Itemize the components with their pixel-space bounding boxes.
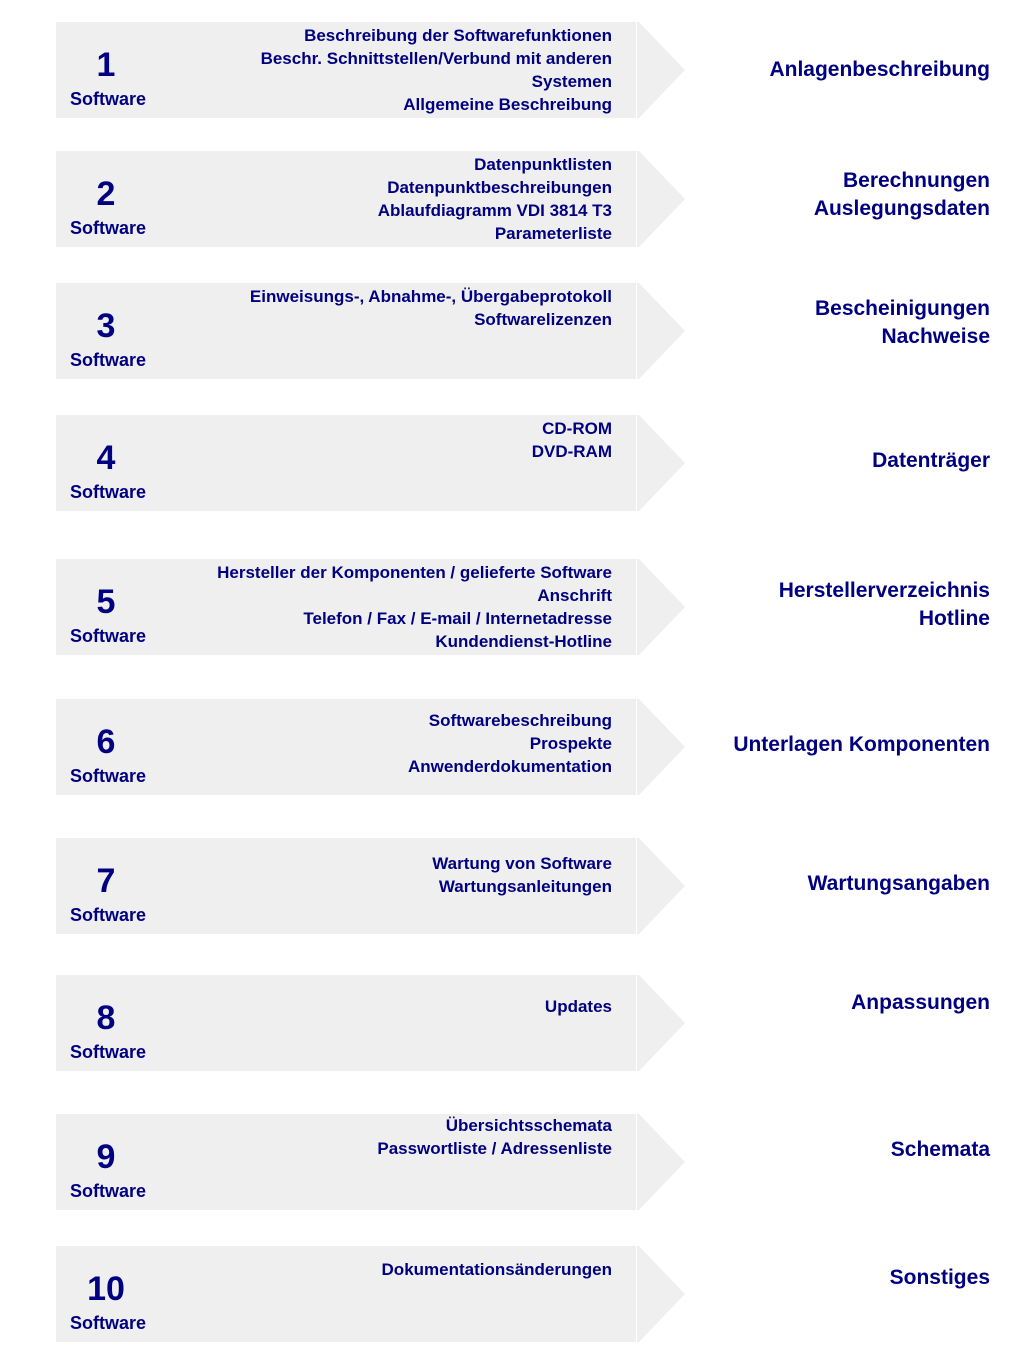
section-item: Kundendienst-Hotline xyxy=(435,632,612,651)
section-category xyxy=(670,989,990,1017)
section-category xyxy=(670,295,990,351)
section-row-3 xyxy=(0,283,1024,379)
section-category xyxy=(670,731,990,759)
section-number: 6 xyxy=(96,723,116,761)
section-label: Software xyxy=(69,482,147,502)
category-line: Anlagenbeschreibung xyxy=(769,58,990,81)
section-row-1 xyxy=(0,22,1024,118)
section-item: Softwarebeschreibung xyxy=(428,711,612,730)
section-item: Datenpunktbeschreibungen xyxy=(387,178,612,197)
section-category xyxy=(670,167,990,223)
section-items xyxy=(142,285,612,331)
section-category xyxy=(670,1136,990,1164)
chevron-arrow-icon xyxy=(637,1246,685,1342)
section-item: Übersichtsschemata xyxy=(445,1116,612,1135)
section-item: Anschrift xyxy=(537,586,612,605)
section-item: Beschr. Schnittstellen/Verbund mit anderen xyxy=(260,49,612,68)
section-item: CD-ROM xyxy=(542,419,612,438)
category-line: Schemata xyxy=(890,1138,990,1161)
section-items xyxy=(142,995,612,1018)
category-line: Hotline xyxy=(918,607,990,630)
section-item: Systemen xyxy=(531,72,612,91)
category-line: Sonstiges xyxy=(889,1266,990,1289)
section-item: Parameterliste xyxy=(494,224,612,243)
section-category xyxy=(670,447,990,475)
section-items xyxy=(142,1114,612,1160)
section-number: 3 xyxy=(96,307,116,345)
section-item: Anwenderdokumentation xyxy=(407,757,612,776)
section-row-2 xyxy=(0,151,1024,247)
category-line: Datenträger xyxy=(872,449,990,472)
section-item: Telefon / Fax / E-mail / Internetadresse xyxy=(303,609,612,628)
section-item: Updates xyxy=(544,997,612,1016)
section-label: Software xyxy=(69,1181,147,1201)
category-line: Berechnungen xyxy=(842,169,990,192)
section-row-8 xyxy=(0,975,1024,1071)
section-number: 5 xyxy=(96,583,116,621)
section-category xyxy=(670,577,990,633)
section-row-5 xyxy=(0,559,1024,655)
section-label: Software xyxy=(69,1042,147,1062)
category-line: Auslegungsdaten xyxy=(813,197,990,220)
section-row-4 xyxy=(0,415,1024,511)
section-label: Software xyxy=(69,766,147,786)
section-category xyxy=(670,56,990,84)
section-number: 7 xyxy=(96,862,116,900)
section-items xyxy=(142,561,612,653)
section-row-7 xyxy=(0,838,1024,934)
section-items xyxy=(142,153,612,245)
section-items xyxy=(142,709,612,778)
category-line: Nachweise xyxy=(881,325,990,348)
section-row-6 xyxy=(0,699,1024,795)
section-label: Software xyxy=(69,218,147,238)
section-item: Datenpunktlisten xyxy=(474,155,612,174)
category-line: Anpassungen xyxy=(851,991,990,1014)
section-row-10 xyxy=(0,1246,1024,1342)
section-number: 1 xyxy=(96,46,116,84)
section-item: Wartungsanleitungen xyxy=(438,877,612,896)
section-category xyxy=(670,870,990,898)
section-items xyxy=(142,1258,612,1281)
section-item: Allgemeine Beschreibung xyxy=(403,95,612,114)
section-item: Softwarelizenzen xyxy=(474,310,612,329)
section-number: 2 xyxy=(96,175,116,213)
section-label: Software xyxy=(69,626,147,646)
section-label: Software xyxy=(69,89,147,109)
section-item: Einweisungs-, Abnahme-, Übergabeprotokoll xyxy=(249,287,612,306)
section-label: Software xyxy=(69,1313,147,1333)
section-number: 8 xyxy=(96,999,116,1037)
section-items xyxy=(142,852,612,898)
section-item: DVD-RAM xyxy=(531,442,612,461)
section-number: 10 xyxy=(87,1270,125,1308)
section-number: 4 xyxy=(96,439,116,477)
section-number: 9 xyxy=(96,1138,116,1176)
section-label: Software xyxy=(69,905,147,925)
section-item: Wartung von Software xyxy=(432,854,612,873)
section-items xyxy=(142,417,612,463)
category-line: Wartungsangaben xyxy=(807,872,990,895)
category-line: Unterlagen Komponenten xyxy=(733,733,990,756)
section-item: Beschreibung der Softwarefunktionen xyxy=(304,26,612,45)
section-item: Ablaufdiagramm VDI 3814 T3 xyxy=(377,201,612,220)
section-row-9 xyxy=(0,1114,1024,1210)
section-item: Hersteller der Komponenten / gelieferte Software xyxy=(217,563,612,582)
section-item: Prospekte xyxy=(529,734,612,753)
section-item: Passwortliste / Adressenliste xyxy=(377,1139,612,1158)
section-category xyxy=(670,1264,990,1292)
section-items xyxy=(142,24,612,116)
category-line: Herstellerverzeichnis xyxy=(778,579,990,602)
section-item: Dokumentationsänderungen xyxy=(381,1260,612,1279)
category-line: Bescheinigungen xyxy=(814,297,990,320)
section-label: Software xyxy=(69,350,147,370)
